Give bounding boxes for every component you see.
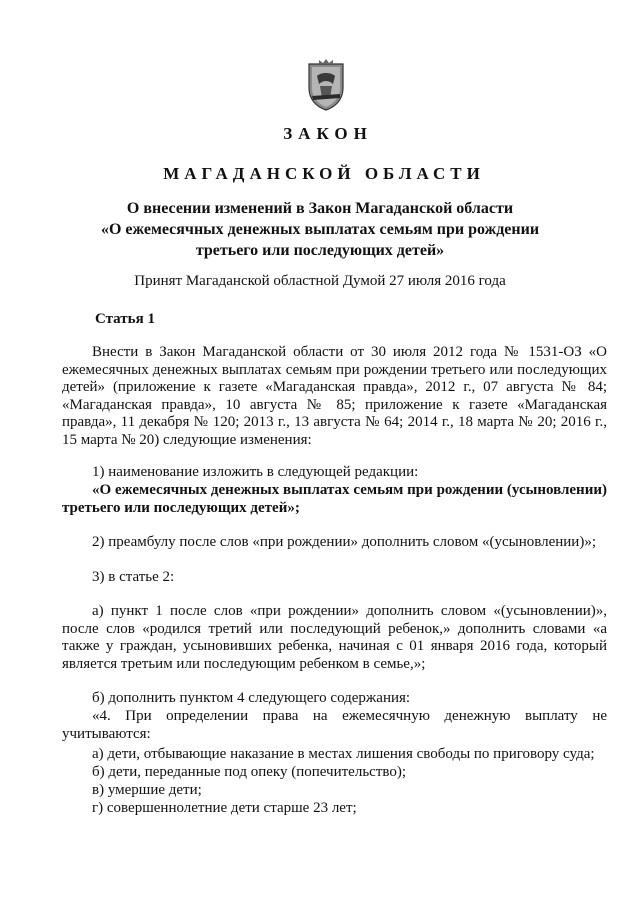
law-subject — [80, 198, 560, 261]
item-3b: б) дополнить пунктом 4 следующего содержания: — [92, 690, 411, 706]
article-intro: Внести в Закон Магаданской области от 30 июля 2012 года № 1531-ОЗ «О ежемесячных денежных выплатах семьям при рождении третьего или последующих детей» (приложение к газете «Магаданская правда», 2012 г., 07 августа № 84; «Магаданская правда», 10 августа № 85; приложение к газете «Магаданская правда», 11 декабря № 120; 2013 г., 13 августа № 64; 2014 г., 18 марта № 20; 2016 г., 15 марта № 20) следующие изменения: — [62, 344, 607, 448]
item-2: 2) преамбулу после слов «при рождении» дополнить словом «(усыновлении)»; — [92, 534, 597, 550]
region-title: МАГАДАНСКОЙ ОБЛАСТИ — [163, 164, 485, 183]
subject-line: третьего или последующих детей» — [195, 242, 445, 259]
adoption-note: Принят Магаданской областной Думой 27 июля 2016 года — [134, 273, 506, 289]
item-1: 1) наименование изложить в следующей редакции: — [92, 464, 419, 480]
article-heading: Статья 1 — [95, 311, 155, 327]
list-item: г) совершеннолетние дети старше 23 лет; — [92, 800, 357, 816]
list-item: а) дети, отбывающие наказание в местах лишения свободы по приговору суда; — [92, 746, 595, 762]
law-title: ЗАКОН — [283, 124, 373, 143]
item-3: 3) в статье 2: — [92, 569, 175, 585]
subject-line: О внесении изменений в Закон Магаданской области — [126, 200, 514, 217]
item-3b-quote: «4. При определении права на ежемесячную денежную выплату не учитываются: — [62, 708, 607, 742]
item-1-quote: «О ежемесячных денежных выплатах семьям при рождении (усыновлении) третьего или последующих детей»; — [62, 482, 607, 516]
list-item: б) дети, переданные под опеку (попечительство); — [92, 764, 407, 780]
item-3a: а) пункт 1 после слов «при рождении» дополнить словом «(усыновлении)», после слов «родился третий или последующий ребенок,» дополнить словами «а также у граждан, усыновивших ребенка, начиная с 01 января 2016 года, который является третьим или последующим ребенком в семье,»; — [62, 603, 607, 672]
magadan-coat-of-arms-icon — [305, 58, 347, 112]
list-item: в) умершие дети; — [92, 782, 202, 798]
subject-line: «О ежемесячных денежных выплатах семьям при рождении — [100, 221, 540, 238]
